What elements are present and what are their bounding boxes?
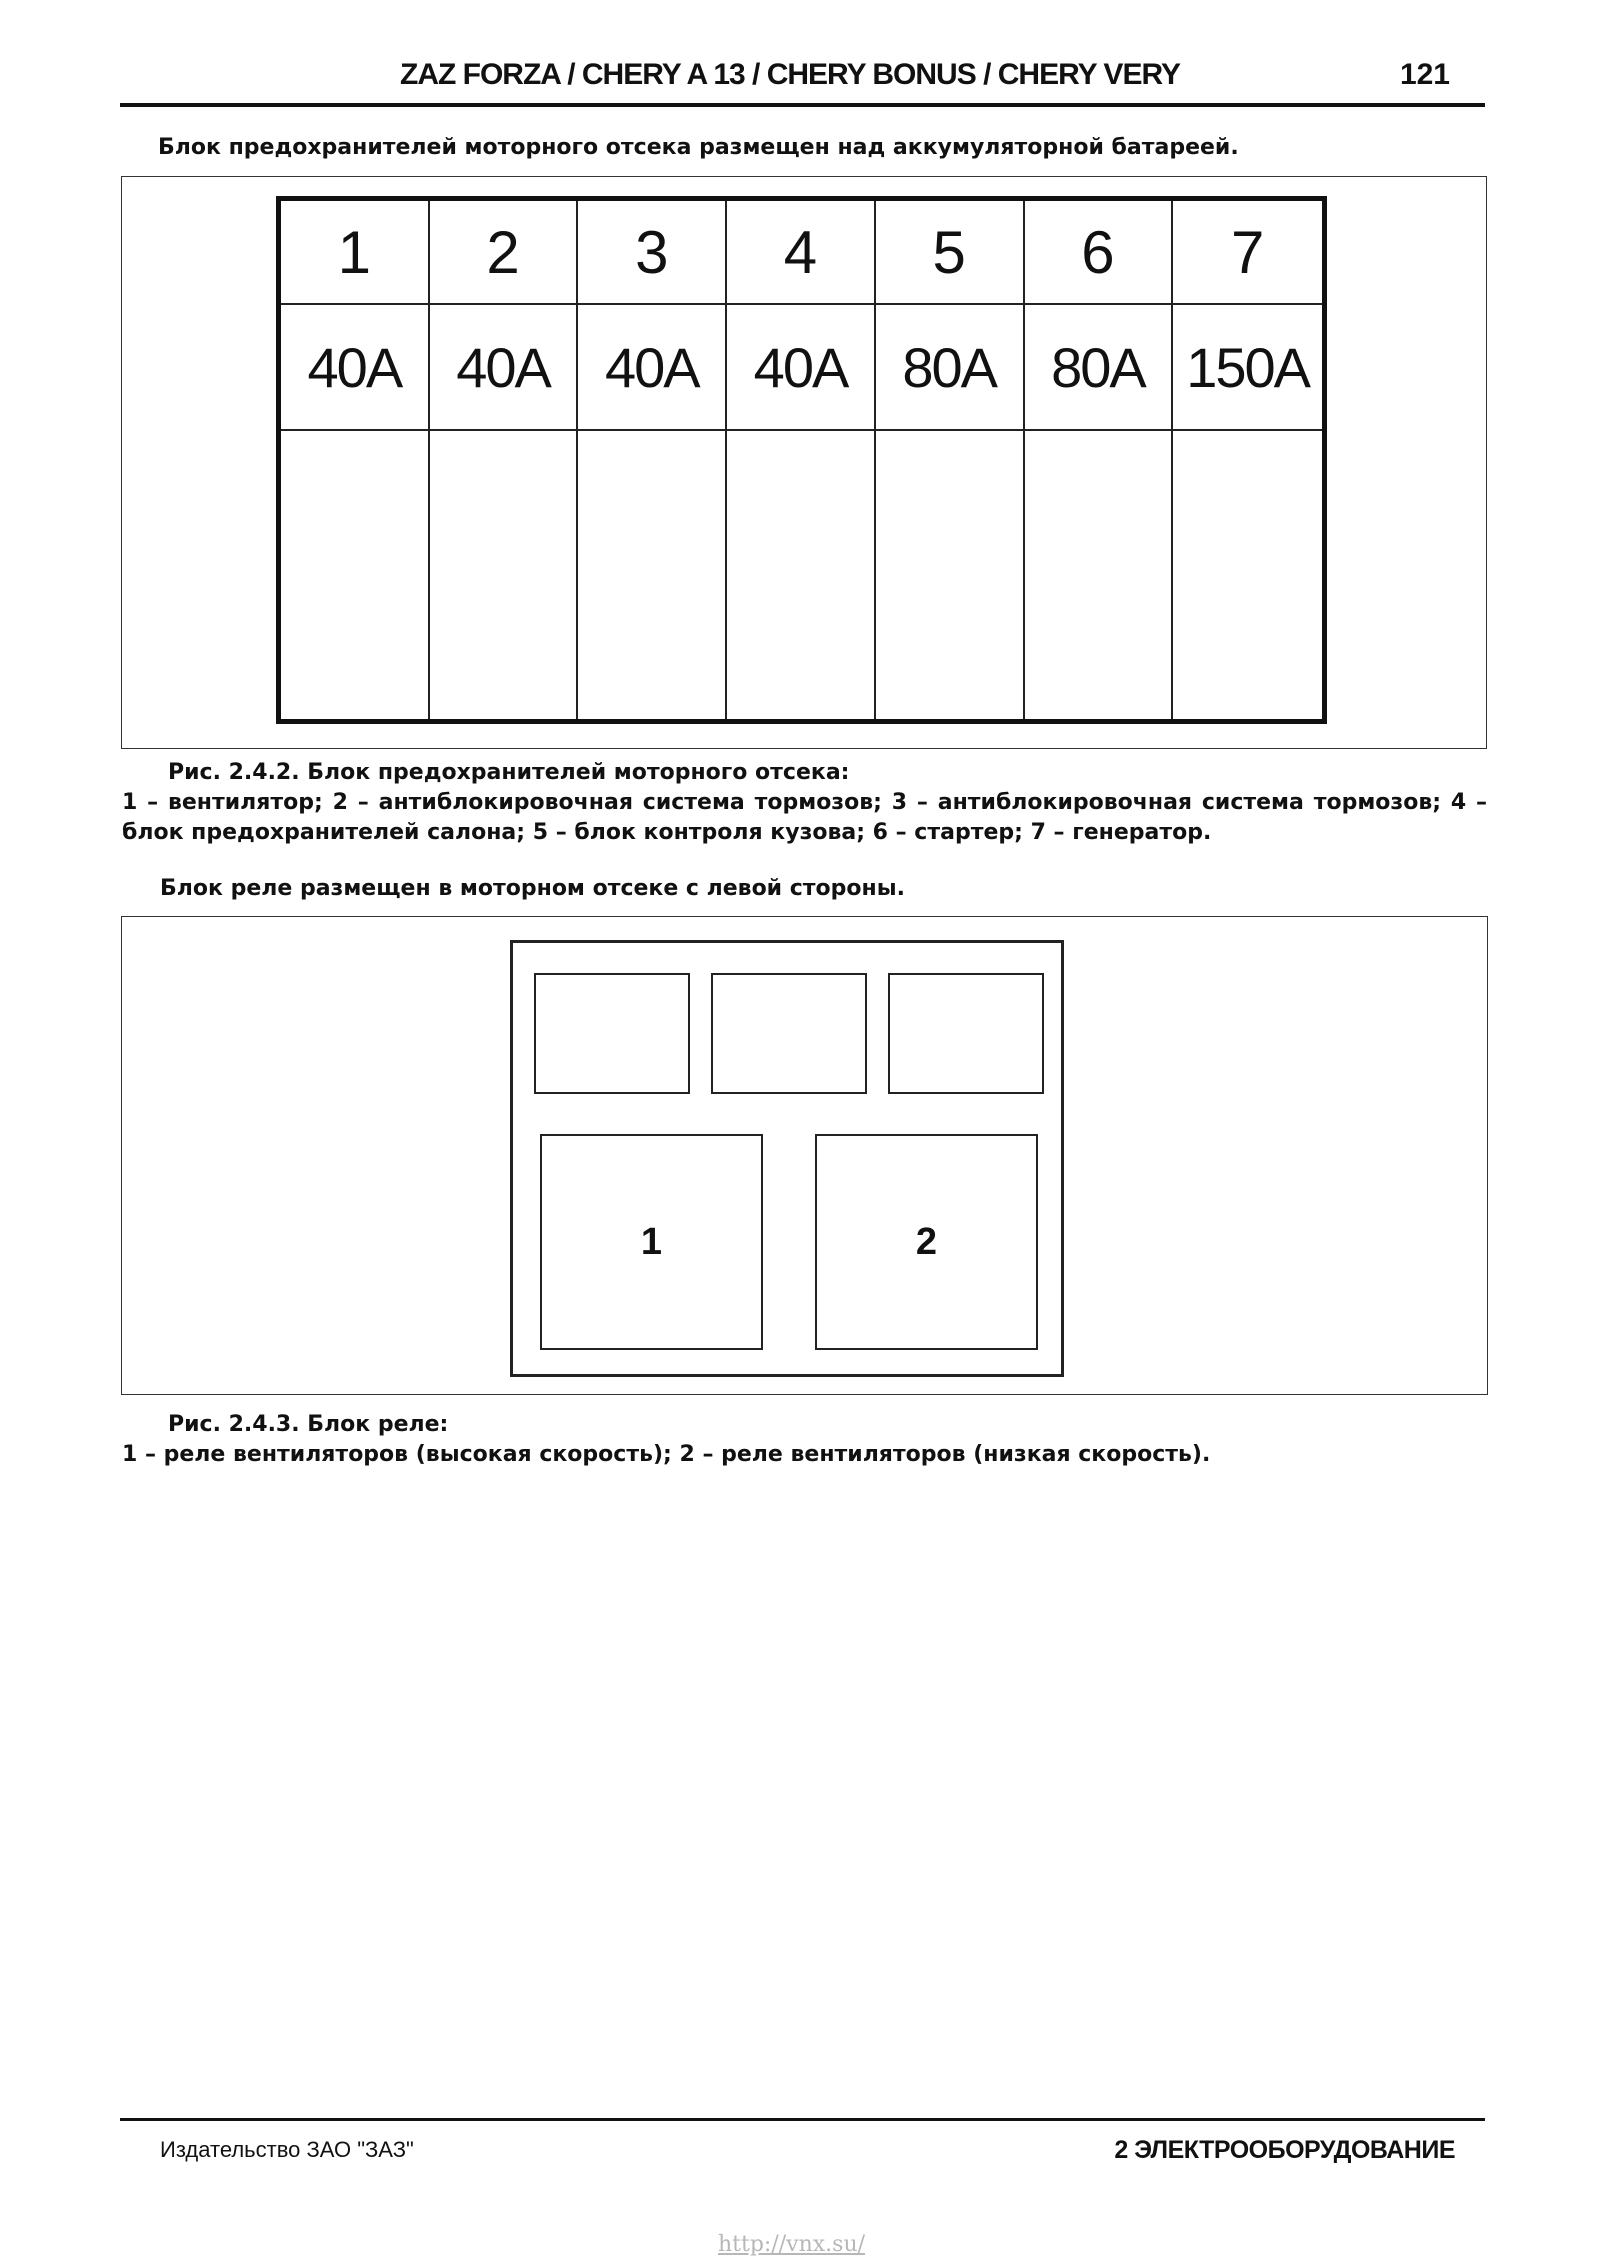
footer-rule bbox=[120, 2118, 1485, 2121]
fuse-number: 7 bbox=[1173, 201, 1322, 305]
fuse-number: 2 bbox=[430, 201, 579, 305]
section-footer: 2 ЭЛЕКТРООБОРУДОВАНИЕ bbox=[1114, 2136, 1455, 2164]
figure-caption-title: Рис. 2.4.3. Блок реле: bbox=[168, 1412, 449, 1437]
header-rule bbox=[120, 103, 1485, 107]
relay-block-intro: Блок реле размещен в моторном отсеке с левой стороны. bbox=[160, 876, 905, 901]
figure-caption-legend: 1 – реле вентиляторов (высокая скорость); 2 – реле вентиляторов (низкая скорость). bbox=[122, 1442, 1211, 1467]
fuse-slot bbox=[430, 431, 579, 719]
relay-block-diagram bbox=[510, 940, 1064, 1377]
source-watermark[interactable]: http://vnx.su/ bbox=[718, 2232, 866, 2257]
running-header-title: ZAZ FORZA / CHERY A 13 / CHERY BONUS / CHERY VERY bbox=[400, 58, 1181, 91]
fuse-number: 3 bbox=[578, 201, 727, 305]
fuse-rating: 80A bbox=[876, 305, 1025, 431]
figure-caption-title: Рис. 2.4.2. Блок предохранителей моторного отсека: bbox=[168, 760, 850, 785]
fuse-block-intro: Блок предохранителей моторного отсека размещен над аккумуляторной батареей. bbox=[158, 135, 1239, 160]
fuse-slot bbox=[876, 431, 1025, 719]
page-number: 121 bbox=[1399, 58, 1450, 91]
relay-1: 1 bbox=[540, 1134, 763, 1350]
figure-caption-legend: 1 – вентилятор; 2 – антиблокировочная система тормозов; 3 – антиблокировочная система тормозов; 4 – блок предохранителей салона; 5 – блок контроля кузова; 6 – стартер; 7 – генератор. bbox=[122, 790, 1487, 845]
relay-2: 2 bbox=[815, 1134, 1038, 1350]
fuse-block-diagram bbox=[276, 196, 1327, 724]
fuse-rating: 40A bbox=[430, 305, 579, 431]
relay-slot-small bbox=[888, 973, 1044, 1094]
publisher-footer: Издательство ЗАО "ЗАЗ" bbox=[160, 2137, 414, 2162]
fuse-rating: 40A bbox=[281, 305, 430, 431]
fuse-slot bbox=[1025, 431, 1174, 719]
relay-slot-small bbox=[534, 973, 690, 1094]
fuse-slot bbox=[727, 431, 876, 719]
fuse-slot bbox=[578, 431, 727, 719]
fuse-number: 5 bbox=[876, 201, 1025, 305]
relay-slot-small bbox=[711, 973, 867, 1094]
fuse-number: 6 bbox=[1025, 201, 1174, 305]
fuse-slot bbox=[1173, 431, 1322, 719]
fuse-rating: 40A bbox=[578, 305, 727, 431]
fuse-rating: 150A bbox=[1173, 305, 1322, 431]
fuse-number: 4 bbox=[727, 201, 876, 305]
fuse-rating: 80A bbox=[1025, 305, 1174, 431]
fuse-rating: 40A bbox=[727, 305, 876, 431]
fuse-slot bbox=[281, 431, 430, 719]
fuse-number: 1 bbox=[281, 201, 430, 305]
